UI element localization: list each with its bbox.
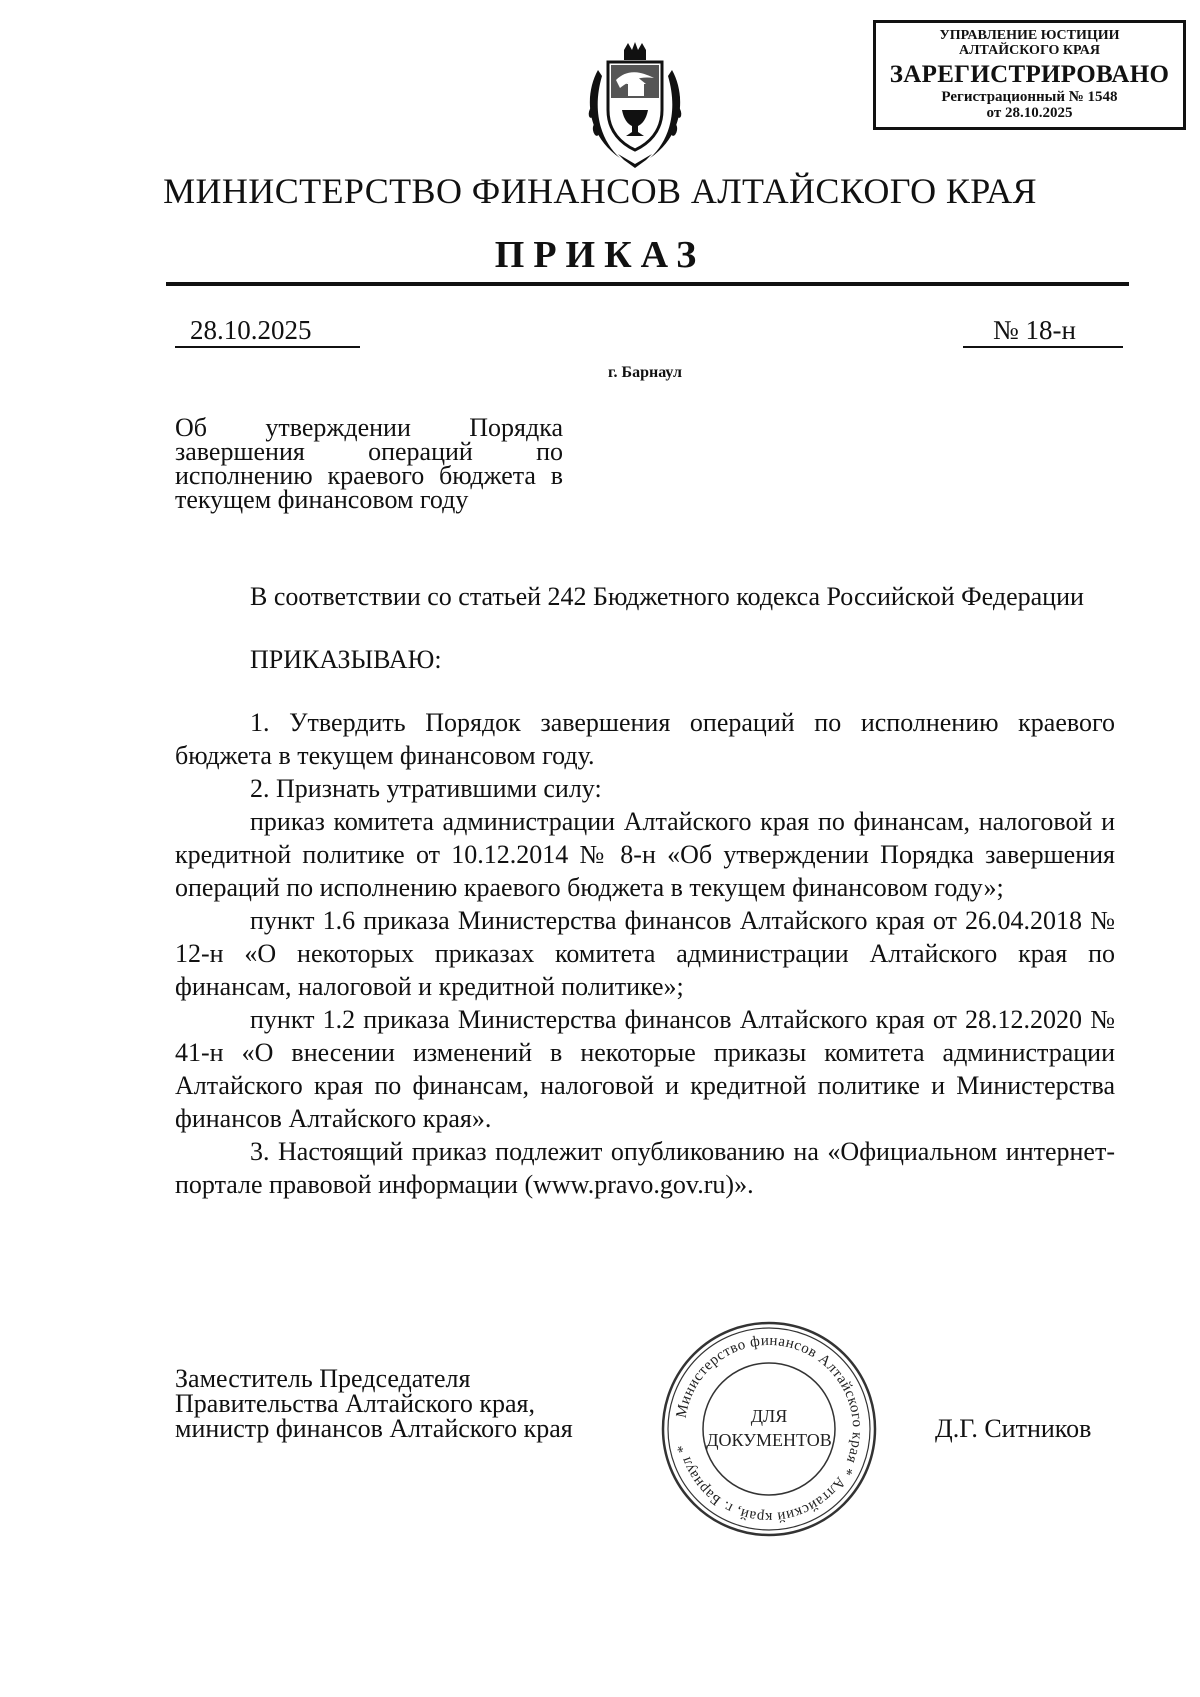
signatory-title-line-2: Правительства Алтайского края, [175,1389,536,1418]
stamp-line-2: АЛТАЙСКОГО КРАЯ [958,42,1101,58]
order-word: ПРИКАЗЫВАЮ: [250,645,442,674]
preamble: В соответствии со статьей 242 Бюджетного кодекса Российской Федерации [250,582,1084,611]
stamp-line-1: УПРАВЛЕНИЕ ЮСТИЦИИ [939,28,1120,43]
signatory-title-line-1: Заместитель Председателя [175,1364,471,1393]
item-2a: приказ комитета администрации Алтайского края по финансам, налоговой и кредитной политике от 10.12.2014 № 8-н «Об утверждении Порядка завершения операций по исполнению краевого бюджета в текущем финансовом году»; [175,807,1115,902]
item-3: 3. Настоящий приказ подлежит опубликованию на «Официальном интернет-портале правовой информации (www.pravo.gov.ru)». [175,1137,1115,1199]
ministry-name: МИНИСТЕРСТВО ФИНАНСОВ АЛТАЙСКОГО КРАЯ [163,171,1037,211]
item-1: 1. Утвердить Порядок завершения операций по исполнению краевого бюджета в текущем финансовом году. [175,708,1115,770]
item-2: 2. Признать утратившими силу: [250,774,602,803]
order-title: Об утверждении Порядка завершения операций по исполнению краевого бюджета в текущем финансовом году [175,413,563,514]
signatory-name: Д.Г. Ситников [935,1414,1092,1443]
stamp-reg-date: от 28.10.2025 [986,105,1073,122]
order-date: 28.10.2025 [175,316,360,348]
header-divider [166,282,1129,286]
item-2c: пункт 1.2 приказа Министерства финансов Алтайского края от 28.12.2020 № 41-н «О внесении изменений в некоторые приказы комитета администрации Алтайского края по финансам, налоговой и кредитной политике и Министерства финансов Алтайского края». [175,1005,1115,1133]
city-name: г. Барнаул [608,364,682,381]
signatory-title [175,1366,675,1441]
order-body [175,580,1115,1201]
coat-of-arms-icon [580,40,690,170]
signatory-title-line-3: министр финансов Алтайского края [175,1414,573,1443]
seal-ring-text: Министерство финансов Алтайского края * Алтайский край, г. Барнаул * [673,1332,866,1526]
stamp-reg-number: Регистрационный № 1548 [941,88,1118,105]
order-number: № 18-н [963,316,1123,348]
registration-stamp [873,20,1186,130]
seal-center-line-1: ДЛЯ [750,1406,788,1426]
stamp-registered: ЗАРЕГИСТРИРОВАНО [889,61,1170,89]
seal-center-line-2: ДОКУМЕНТОВ [706,1430,832,1450]
item-2b: пункт 1.6 приказа Министерства финансов Алтайского края от 26.04.2018 № 12-н «О некоторых приказах комитета администрации Алтайского края по финансам, налоговой и кредитной политике»; [175,906,1115,1001]
seal-icon [658,1318,880,1540]
document-type: ПРИКАЗ [494,234,706,276]
